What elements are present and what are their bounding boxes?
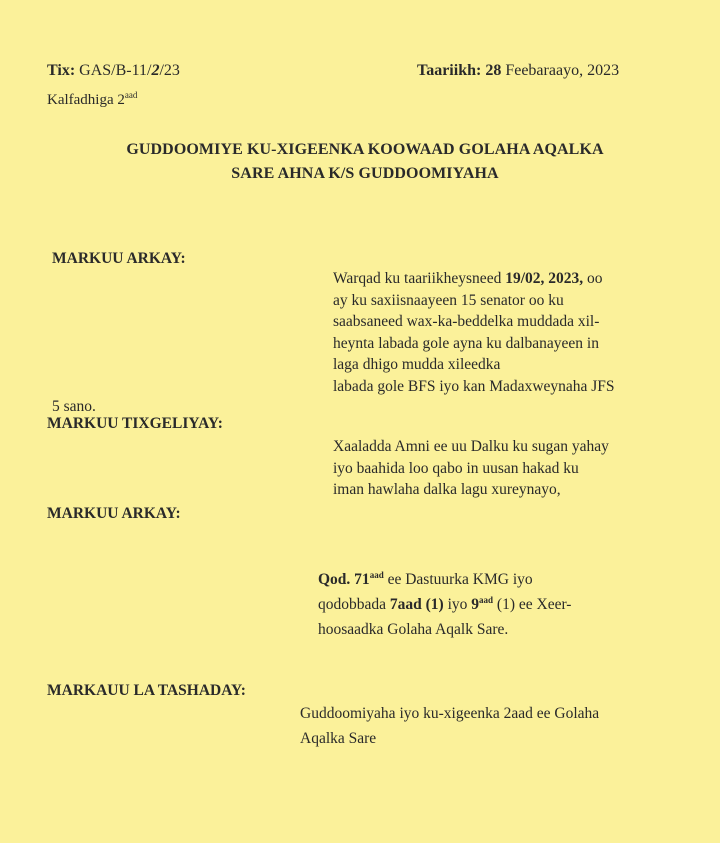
section-3-label: MARKUU ARKAY: [47, 505, 181, 522]
section-3-line-2-pre: qodobbada [318, 596, 390, 613]
section-3-line-3: hoosaadka Golaha Aqalk Sare. [318, 621, 509, 638]
section-4-line-2: Aqalka Sare [300, 730, 377, 747]
section-1-line-6: labada gole BFS iyo kan Madaxweynaha JFS [333, 377, 615, 395]
section-2-body [333, 436, 609, 501]
section-1-line-3: saabsaneed wax-ka-beddelka muddada xil- [333, 313, 600, 330]
section-2-label: MARKUU TIXGELIYAY: [47, 415, 223, 432]
section-3-line-1 [318, 567, 571, 592]
document-title [80, 138, 650, 186]
section-3-line-1-sup: aad [369, 569, 384, 580]
reference-value-suffix: /23 [159, 62, 180, 79]
session-label [47, 92, 137, 109]
reference-value-mark: 2 [151, 62, 160, 79]
reference-value-prefix: GAS/B-11/ [79, 62, 152, 79]
section-3-line-2-mid: iyo [443, 596, 472, 613]
section-1-line-1-pre: Warqad ku taariikheysneed [333, 270, 506, 287]
session-sup: aad [124, 90, 138, 100]
date-rest: Feebaraayo, 2023 [505, 62, 620, 79]
section-4-line-1: Guddoomiyaha iyo ku-xigeenka 2aad ee Golaha [300, 705, 600, 722]
section-3-line-1-bold: Qod. 71 [318, 571, 370, 588]
section-3-line-2-sup: aad [479, 594, 494, 605]
section-3-line-1-post: ee Dastuurka KMG iyo [383, 571, 533, 588]
section-3-line-2-bold-2: 9 [471, 596, 480, 613]
section-1-line-1-post: oo [583, 270, 603, 287]
title-line-2: SARE AHNA K/S GUDDOOMIYAHA [231, 165, 499, 182]
date-day: 28 [485, 62, 502, 79]
section-1-line-1 [333, 268, 615, 290]
title-line-1: GUDDOOMIYE KU-XIGEENKA KOOWAAD GOLAHA AQALKA [126, 141, 604, 158]
section-1-tail: 5 sano. [52, 398, 96, 415]
section-2-line-2: iyo baahida loo qabo in uusan hakad ku [333, 459, 579, 477]
reference-number [47, 62, 180, 80]
section-2-line-3: iman hawlaha dalka lagu xureynayo, [333, 481, 561, 498]
section-1-line-2: ay ku saxiisnaayeen 15 senator oo ku [333, 291, 564, 309]
section-4-body [300, 701, 599, 751]
section-4-label: MARKAUU LA TASHADAY: [47, 682, 246, 699]
section-1-label: MARKUU ARKAY: [52, 250, 186, 267]
section-3-body [318, 567, 571, 642]
session-text: Kalfadhiga 2 [47, 92, 125, 108]
section-3-line-2 [318, 592, 571, 617]
date-label: Taariikh: [417, 62, 482, 79]
section-3-line-2-bold-1: 7aad (1) [389, 596, 444, 613]
section-1-body [333, 268, 615, 397]
section-1-line-4: heynta labada gole ayna ku dalbanayeen in [333, 334, 599, 352]
section-2-line-1: Xaaladda Amni ee uu Dalku ku sugan yahay [333, 438, 609, 455]
section-1-line-1-date: 19/02, 2023, [505, 270, 584, 287]
section-1-line-5: laga dhigo mudda xileedka [333, 356, 501, 373]
document-date [417, 62, 619, 80]
reference-label: Tix: [47, 62, 76, 79]
section-3-line-2-post: (1) ee Xeer- [493, 596, 572, 613]
